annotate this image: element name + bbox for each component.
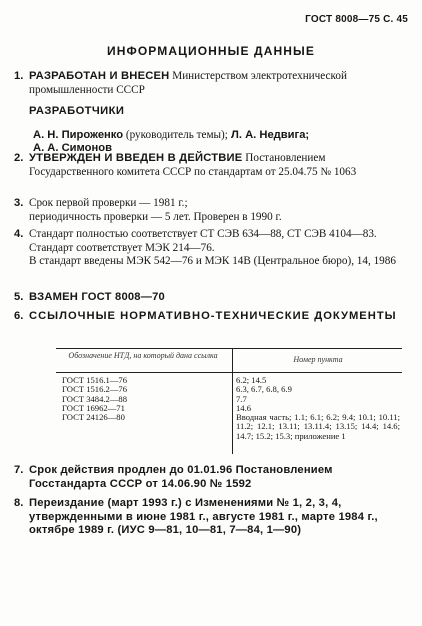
section-number: 8.	[14, 497, 24, 509]
table-cell-clause: 6.2; 14.5	[236, 375, 267, 385]
table-col-1-header: Обозначение НТД, на который дана ссылка	[68, 351, 218, 360]
section-4	[14, 228, 406, 269]
section-5-text: ВЗАМЕН ГОСТ 8008—70	[29, 291, 165, 303]
section-number: 3.	[14, 197, 24, 209]
section-5	[14, 291, 406, 305]
table-column-divider	[232, 348, 233, 454]
section-3-line-1: Срок первой проверки — 1981 г.;	[29, 197, 188, 209]
section-number: 1.	[14, 70, 24, 82]
table-cell-clause: Вводная часть; 1.1; 6.1; 6.2; 9.4; 10.1; 10.11; 11.2; 12.1; 13.11; 13.11.4; 13.15; 14.4; 14.6; 14.7; 15.2; 15.3; приложение 1	[236, 412, 400, 441]
section-number: 2.	[14, 152, 24, 164]
section-4-line-3: В стандарт введены МЭК 542—76 и МЭК 14В (Центральное бюро), 14, 1986	[29, 255, 396, 267]
section-number: 5.	[14, 291, 24, 303]
table-cell-clause: 7.7	[236, 393, 247, 404]
section-6-text: ССЫЛОЧНЫЕ НОРМАТИВНО-ТЕХНИЧЕСКИЕ ДОКУМЕНТЫ	[29, 310, 397, 322]
section-2-text: Постановлением Государственного комитета СССР по стандартам от 25.04.75 № 1063	[29, 152, 357, 178]
section-4-line-2: Стандарт соответствует МЭК 214—76.	[29, 241, 215, 254]
table-cell-doc: ГОСТ 1516.1—76	[62, 375, 128, 385]
table-top-rule	[56, 348, 402, 349]
section-3	[14, 197, 406, 224]
section-7	[14, 464, 406, 491]
section-number: 4.	[14, 228, 24, 240]
section-8-text: Переиздание (март 1993 г.) с Изменениями № 1, 2, 3, 4, утвержденными в июне 1981 г., августе 1981 г., марте 1984 г., октябре 1989 г. (ИУС 9—81, 10—81, 7—84, 1—90)	[29, 497, 378, 536]
table-col-2	[236, 376, 400, 441]
table-cell-clause: 6.3, 6.7, 6.8, 6.9	[236, 384, 292, 395]
section-2-heading: УТВЕРЖДЕН И ВВЕДЕН В ДЕЙСТВИЕ	[29, 152, 243, 164]
table-cell-doc: ГОСТ 1516.2—76	[62, 384, 128, 395]
section-8	[14, 497, 406, 538]
table-col-2-header: Номер пункта	[293, 355, 343, 364]
table-col-1	[62, 376, 222, 422]
section-1	[14, 70, 406, 156]
section-1-heading: РАЗРАБОТАН И ВНЕСЕН	[29, 70, 170, 82]
page-title: ИНФОРМАЦИОННЫЕ ДАННЫЕ	[107, 44, 315, 58]
table-cell-clause: 14.6	[236, 402, 252, 413]
section-6	[14, 310, 406, 324]
table-header-rule	[56, 372, 402, 373]
developers-label: РАЗРАБОТЧИКИ	[29, 105, 125, 117]
developer-1: А. Н. Пироженко	[33, 128, 124, 141]
page-header: ГОСТ 8008—75 С. 45	[305, 14, 408, 25]
section-7-text: Срок действия продлен до 01.01.96 Постановлением Госстандарта СССР от 14.06.90 № 1592	[29, 464, 333, 490]
reference-table	[56, 348, 402, 454]
developer-2: Л. А. Недвига;	[227, 128, 310, 141]
table-cell-doc: ГОСТ 16962—71	[62, 402, 125, 413]
section-4-line-1: Стандарт полностью соответствует СТ СЭВ 634—88, СТ СЭВ 4104—83.	[29, 228, 377, 240]
section-3-line-2: периодичность проверки — 5 лет. Проверен в 1990 г.	[29, 210, 282, 223]
table-cell-doc: ГОСТ 24126—80	[62, 412, 125, 423]
section-2	[14, 152, 406, 179]
developer-1-role: (руководитель темы);	[123, 128, 228, 141]
table-cell-doc: ГОСТ 3484.2—88	[62, 393, 128, 404]
developer-3: А. А. Симонов	[33, 142, 112, 154]
section-1-text: Министерством электротехнической промышленности СССР	[29, 70, 347, 96]
section-number: 7.	[14, 464, 24, 476]
section-number: 6.	[14, 310, 24, 322]
